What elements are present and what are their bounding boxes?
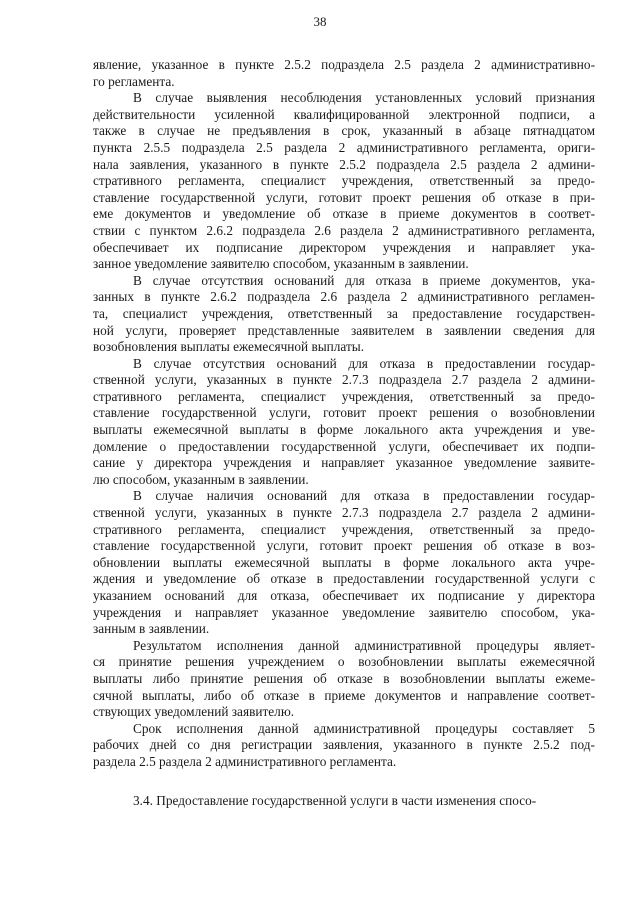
text-line: возобновления выплаты ежемесячной выплаты. — [93, 339, 365, 355]
text-line: стративного регламента, специалист учреждения, ответственный за предо- — [93, 173, 595, 189]
text-line: занным в заявлении. — [93, 621, 210, 637]
text-line: Результатом исполнения данной административной процедуры являет- — [133, 637, 595, 653]
text-line: явление, указанное в пункте 2.5.2 подраздела 2.5 раздела 2 административно- — [93, 57, 595, 72]
text-line: также в случае не предъявления в срок, указанный в абзаце пятнадцатом — [93, 123, 595, 139]
paragraph — [93, 488, 595, 637]
text-line: учреждения и направляет указанное уведомление заявителю способом, ука- — [93, 604, 595, 620]
text-line: нала заявления, указанного в пункте 2.5.2 подраздела 2.5 раздела 2 админи- — [93, 156, 595, 172]
text-line: ственной услуги, указанных в пункте 2.7.3 подраздела 2.7 раздела 2 админи- — [93, 372, 595, 388]
text-line: ставление государственной услуги, готовит проект решения о возобновлении — [93, 405, 595, 421]
text-line: стративного регламента, специалист учреждения, ответственный за предо- — [93, 388, 595, 404]
document-body — [93, 57, 595, 809]
page-number: 38 — [313, 14, 327, 29]
text-line: ствии с пунктом 2.6.2 подраздела 2.6 раздела 2 административного регламента, — [93, 222, 595, 238]
text-line: ставление государственной услуги, готовит проект решения об отказе в воз- — [93, 538, 595, 554]
text-line: ной услуги, проверяет представленные заявителем в заявлении сведения для — [93, 322, 595, 338]
text-line: ждения и уведомление об отказе в предоставлении государственной услуги с — [93, 571, 595, 587]
paragraph — [93, 57, 595, 90]
text-line: стративного регламента, специалист учреждения, ответственный за предо- — [93, 521, 595, 537]
text-line: В случае выявления несоблюдения установленных условий признания — [133, 90, 595, 106]
text-line: лю способом, указанным в заявлении. — [93, 471, 309, 487]
section-heading: 3.4. Предоставление государственной услуги в части изменения спосо- — [133, 792, 537, 808]
text-line: действительности усиленной квалифицированной электронной подписи, а — [93, 106, 595, 122]
text-line: та, специалист учреждения, ответственный за предоставление государствен- — [93, 305, 595, 321]
text-line: домление о предоставлении государственной услуги, обеспечивает их подпи- — [93, 438, 595, 454]
text-line: В случае отсутствия оснований для отказа в приеме документов, ука- — [133, 272, 595, 288]
text-line: сание у директора учреждения и направляет указанное уведомление заявите- — [93, 455, 595, 471]
paragraph — [93, 638, 595, 721]
text-line: обновлении выплаты ежемесячной выплаты в форме локального акта учре- — [93, 554, 595, 570]
paragraph — [93, 356, 595, 489]
text-line: указанием оснований для отказа, обеспечивает их подписание у директора — [93, 588, 595, 603]
text-line: пункта 2.5.5 подраздела 2.5 раздела 2 административного регламента, ориги- — [93, 139, 595, 155]
paragraph — [93, 90, 595, 273]
text-line: го регламента. — [93, 73, 175, 89]
text-line: Срок исполнения данной административной процедуры составляет 5 — [133, 720, 595, 736]
text-line: В случае наличия оснований для отказа в предоставлении государ- — [133, 488, 595, 504]
text-line: выплаты либо принятие решения об отказе в возобновлении выплаты ежеме- — [93, 670, 595, 686]
text-line: выплаты ежемесячной выплаты в форме локального акта учреждения и уве- — [93, 422, 595, 438]
text-line: В случае отсутствия оснований для отказа в предоставлении государ- — [133, 355, 595, 371]
text-line: занных в пункте 2.6.2 подраздела 2.6 раздела 2 административного регламен- — [93, 289, 595, 305]
text-line: сячной выплаты, либо об отказе в приеме документов и направление соответ- — [93, 687, 595, 703]
text-line: ся принятие решения учреждением о возобновлении выплаты ежемесячной — [93, 654, 595, 670]
text-line: ствующих уведомлений заявителю. — [93, 704, 295, 720]
text-line: обеспечивает их подписание директором учреждения и направляет ука- — [93, 239, 595, 255]
text-line: занное уведомление заявителю способом, указанным в заявлении. — [93, 256, 469, 272]
paragraph — [93, 721, 595, 771]
text-line: раздела 2.5 раздела 2 административного регламента. — [93, 753, 397, 769]
paragraph — [93, 273, 595, 356]
text-line: рабочих дней со дня регистрации заявления, указанного в пункте 2.5.2 под- — [93, 737, 595, 753]
text-line: ственной услуги, указанных в пункте 2.7.3 подраздела 2.7 раздела 2 админи- — [93, 505, 595, 521]
text-line: еме документов и уведомление об отказе в приеме документов в соответ- — [93, 206, 595, 222]
text-line: ставление государственной услуги, готовит проект решения об отказе в при- — [93, 189, 595, 205]
